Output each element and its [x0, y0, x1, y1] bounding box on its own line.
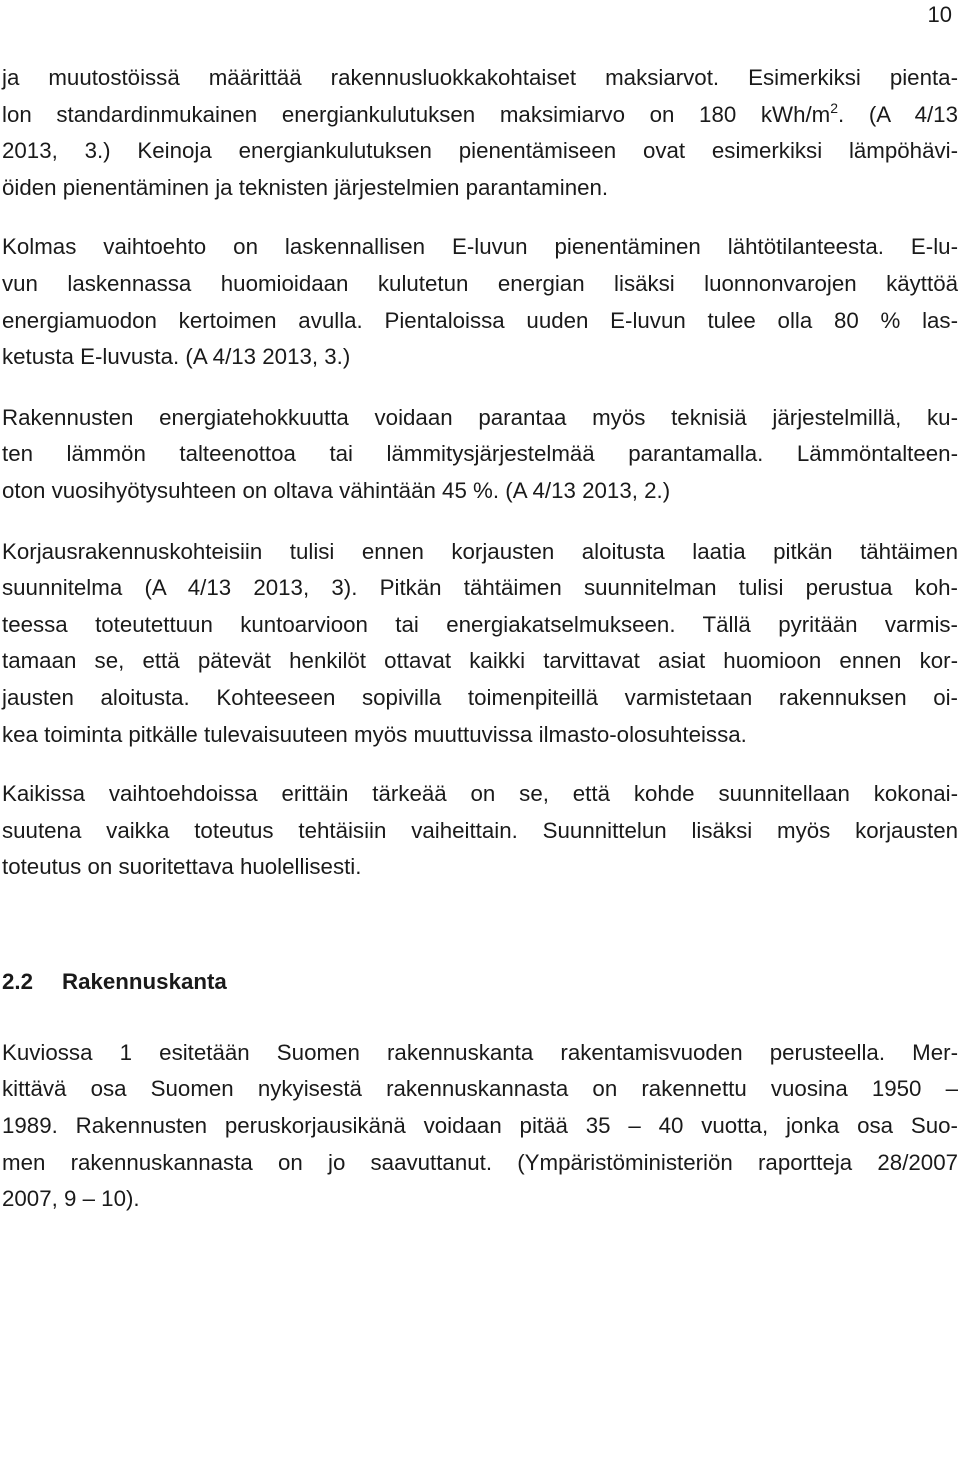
text-line: Korjausrakennuskohteisiin tulisi ennen korjausten aloitusta laatia pitkän tähtäimen — [2, 538, 958, 564]
text-line: teessa toteutettuun kuntoarvioon tai energiakatselmukseen. Tällä pyritään varmis- — [2, 611, 958, 637]
text-line: Kolmas vaihtoehto on laskennallisen E-luvun pienentäminen lähtötilanteesta. E-lu- — [2, 234, 958, 260]
paragraph-building-stock — [2, 1035, 958, 1218]
text-line: ten lämmön talteenottoa tai lämmitysjärjestelmää parantamalla. Lämmöntalteen- — [2, 441, 958, 467]
text-segment: lon standardinmukainen energiankulutuksen maksimiarvo on 180 kWh/m — [2, 101, 831, 127]
paragraph-energy-limits — [2, 60, 958, 206]
text-line — [2, 97, 958, 134]
text-line: 2007, 9 – 10). — [2, 1186, 140, 1212]
text-line: energiamuodon kertoimen avulla. Pientaloissa uuden E-luvun tulee olla 80 % las- — [2, 307, 958, 333]
section-heading — [2, 964, 958, 1000]
document-body — [2, 60, 958, 1218]
superscript: 2 — [830, 99, 839, 116]
page-number: 10 — [927, 2, 952, 27]
text-line: toteutus on suoritettava huolellisesti. — [2, 854, 362, 880]
text-line: 1989. Rakennusten peruskorjausikänä voidaan pitää 35 – 40 vuotta, jonka osa Suo- — [2, 1113, 958, 1139]
paragraph-technical-systems — [2, 400, 958, 510]
text-line: kittävä osa Suomen nykyisestä rakennuskannasta on rakennettu vuosina 1950 – — [2, 1076, 958, 1102]
text-line: Rakennusten energiatehokkuutta voidaan parantaa myös teknisiä järjestelmillä, ku- — [2, 404, 958, 430]
text-line: 2013, 3.) Keinoja energiankulutuksen pienentämiseen ovat esimerkiksi lämpöhävi- — [2, 138, 958, 164]
paragraph-e-value — [2, 229, 958, 375]
text-line: kea toiminta pitkälle tulevaisuuteen myös muuttuvissa ilmasto-olosuhteissa. — [2, 721, 747, 747]
section-title: Rakennuskanta — [62, 968, 227, 994]
text-line: men rakennuskannasta on jo saavuttanut. (Ympäristöministeriön raportteja 28/2007 — [2, 1149, 958, 1175]
text-line: ketusta E-luvusta. (A 4/13 2013, 3.) — [2, 344, 351, 370]
text-line: vun laskennassa huomioidaan kulutetun energian lisäksi luonnonvarojen käyttöä — [2, 270, 958, 296]
paragraph-holistic-design — [2, 776, 958, 886]
section-number: 2.2 — [2, 968, 33, 994]
text-line: suunnitelma (A 4/13 2013, 3). Pitkän tähtäimen suunnitelman tulisi perustua koh- — [2, 575, 958, 601]
text-line: öiden pienentäminen ja teknisten järjestelmien parantaminen. — [2, 174, 609, 200]
text-line: oton vuosihyötysuhteen on oltava vähintään 45 %. (A 4/13 2013, 2.) — [2, 477, 671, 503]
text-line: suutena vaikka toteutus tehtäisiin vaiheittain. Suunnittelun lisäksi myös korjausten — [2, 817, 958, 843]
text-line: Kuviossa 1 esitetään Suomen rakennuskanta rakentamisvuoden perusteella. Mer- — [2, 1039, 958, 1065]
text-segment: . (A 4/13 — [838, 101, 958, 127]
text-line: ja muutostöissä määrittää rakennusluokkakohtaiset maksiarvot. Esimerkiksi pienta- — [2, 65, 958, 90]
text-line: jausten aloitusta. Kohteeseen sopivilla toimenpiteillä varmistetaan rakennuksen oi- — [2, 684, 958, 710]
text-line: tamaan se, että pätevät henkilöt ottavat kaikki tarvittavat asiat huomioon ennen kor- — [2, 648, 958, 674]
paragraph-renovation-plan — [2, 534, 958, 754]
text-line: Kaikissa vaihtoehdoissa erittäin tärkeää on se, että kohde suunnitellaan kokonai- — [2, 781, 958, 807]
